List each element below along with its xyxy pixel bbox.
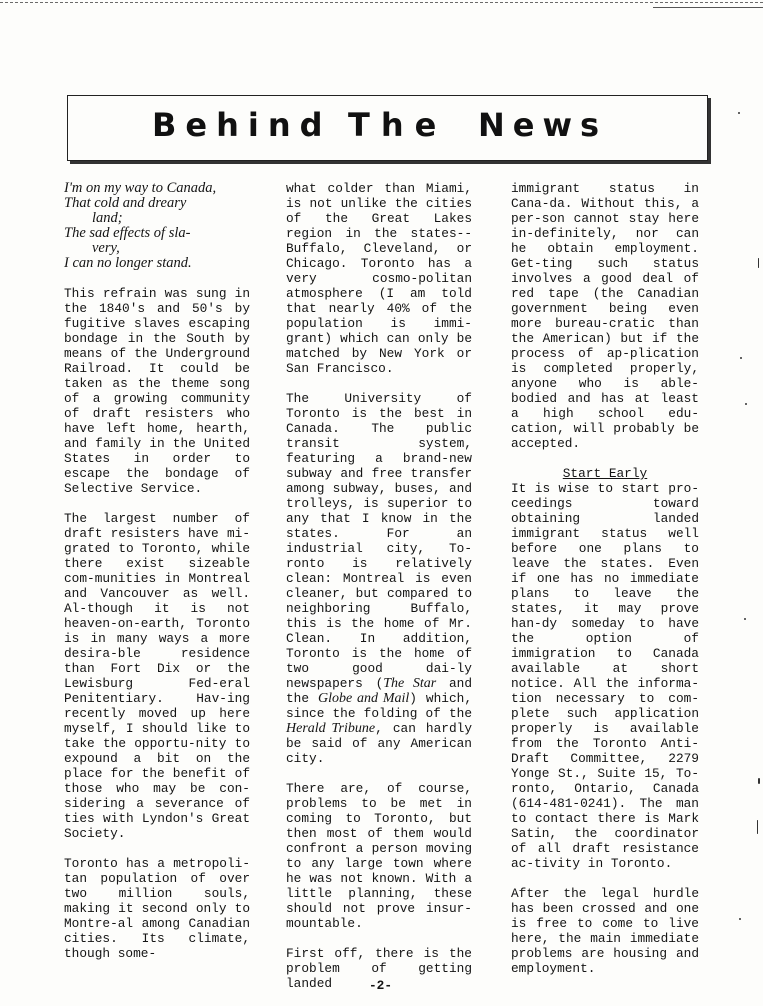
column-3 <box>511 181 699 991</box>
scan-speck <box>744 618 746 620</box>
paragraph-text: The University of Toronto is the best in Canada. The public transit system, featuring a brand-new subway and free transfer among subway, buses, and trolleys, is superior to any that I know in the states. For an industrial city, To-ronto is relatively clean: Montreal is even cleaner, but compared to neighboring Buffalo, this is the home of Mr. Clean. In addition, Toronto is the home of two good dai-ly newspapers ( <box>286 391 472 691</box>
newspaper-herald-tribune: Herald Tribune <box>286 721 376 736</box>
scan-speck <box>758 778 760 784</box>
scan-speck <box>758 258 759 268</box>
title-banner <box>67 95 708 161</box>
column-2 <box>286 181 472 1006</box>
scan-speck <box>739 918 741 920</box>
newspaper-globe-and-mail: Globe and Mail <box>318 691 410 706</box>
paragraph-text: ) which, since the folding of the <box>286 691 472 721</box>
column-1 <box>64 181 250 976</box>
paragraph: There are, of course, problems to be met in coming to Toronto, but then most of them would confront a person moving to any large town where he was not known. With a little planning, these should not prove insur-mountable. <box>286 781 472 931</box>
paragraph: immigrant status in Cana-da. Without this, a per-son cannot stay here in-definitely, nor can he obtain employment. Get-ting such status involves a good deal of red tape (the Canadian government being even more bureau-cratic than the American) but if the process of ap-plication is completed properly, anyone who is able-bodied and has at least a high school edu-cation, will probably be accepted. <box>511 181 699 451</box>
paragraph-newspapers <box>286 391 472 766</box>
title-word-behind: Behind <box>152 106 332 144</box>
newspaper-the-star: The Star <box>383 676 437 691</box>
paragraph: what colder than Miami, is not unlike the cities of the Great Lakes region in the states--Buffalo, Cleveland, or Chicago. Toronto has a very cosmo-politan atmosphere (I am told that nearly 40% of the population is immi-grant) which can only be matched by New York or San Francisco. <box>286 181 472 376</box>
paragraph: After the legal hurdle has been crossed and one is free to come to live here, the main immediate problems are housing and employment. <box>511 886 699 976</box>
subheading-start-early: Start Early <box>562 466 648 481</box>
top-right-rule <box>653 7 763 8</box>
title-word-news: News <box>478 106 608 144</box>
poem-line: land; <box>92 210 123 226</box>
poem-line: The sad effects of sla- <box>64 225 191 241</box>
poem-line: I can no longer stand. <box>64 255 192 271</box>
poem-line: I'm on my way to Canada, <box>64 180 217 196</box>
scan-speck <box>740 357 742 359</box>
paragraph: This refrain was sung in the 1840's and 50's by fugitive slaves escaping bondage in the South by means of the Underground Railroad. It could be taken as the theme song of a growing community of draft resisters who have left home, hearth, and family in the United States in order to escape the bondage of Selective Service. <box>64 286 250 496</box>
page-number: -2- <box>369 978 393 993</box>
paragraph: First off, there is the problem of getting landed <box>286 946 472 991</box>
paragraph: The largest number of draft resisters have mi-grated to Toronto, while there exist sizeable com-munities in Montreal and Vancouver as well. Al-though it is not heaven-on-earth, Toronto is in many ways a more desira-ble residence than Fort Dix or the Lewisburg Fed-eral Penitentiary. Hav-ing recently moved up here myself, I should like to take the opportu-nity to expound a bit on the place for the benefit of those who may be con-sidering a severance of ties with Lyndon's Great Society. <box>64 511 250 841</box>
paragraph: It is wise to start pro-ceedings toward obtaining landed immigrant status well before one plans to leave the states. Even if one has no immediate plans to leave the states, it may prove han-dy someday to have the option of immigration to Canada available at short notice. All the informa-tion necessary to com-plete such application properly is available from the Toronto Anti-Draft Committee, 2279 Yonge St., Suite 15, To-ronto, Ontario, Canada (614-481-0241). The man to contact there is Mark Satin, the coordinator of all draft resistance ac-tivity in Toronto. <box>511 481 699 871</box>
paragraph-text: , can hardly be said of any American city. <box>286 721 473 766</box>
scan-speck <box>738 112 740 114</box>
poem-line: That cold and dreary <box>64 195 187 211</box>
paragraph: Toronto has a metropoli-tan population of over two million souls, making it second only to Montre-al among Canadian cities. Its climate, though some- <box>64 856 250 961</box>
poem-line: very, <box>92 240 120 256</box>
scan-speck <box>757 820 758 834</box>
paragraph-text: and the <box>286 676 472 706</box>
scan-speck <box>745 403 747 405</box>
top-dashed-rule <box>0 2 763 3</box>
title-word-the: The <box>348 106 448 144</box>
poem-epigraph <box>64 181 250 271</box>
